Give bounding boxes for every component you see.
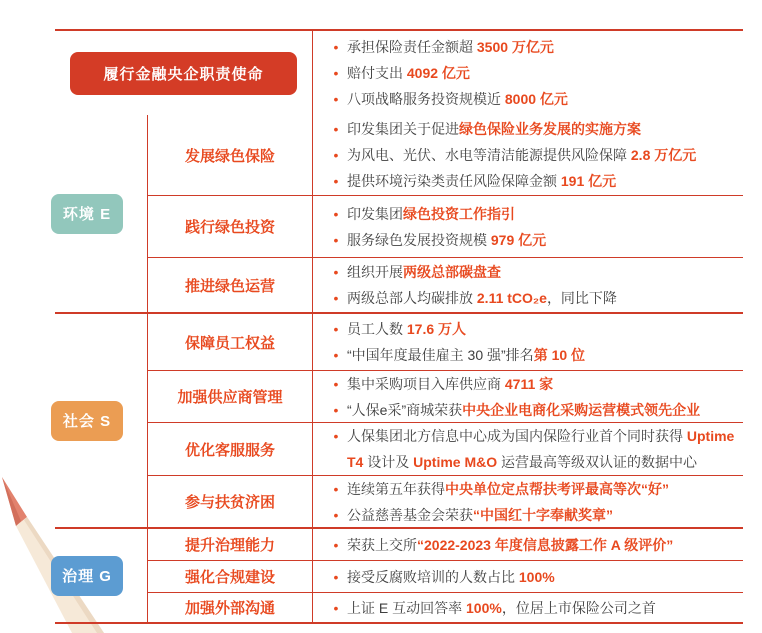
bullet-icon: • bbox=[333, 375, 339, 392]
bullet-text bbox=[347, 34, 737, 60]
esg-column-env bbox=[55, 115, 148, 312]
row-label: 优化客服服务 bbox=[148, 423, 313, 475]
bullet-text bbox=[347, 595, 737, 621]
highlight-text: 979 亿元 bbox=[490, 231, 547, 248]
row-label: 强化合规建设 bbox=[148, 561, 313, 592]
bullet-text bbox=[347, 476, 737, 502]
row-label: 推进绿色运营 bbox=[148, 258, 313, 312]
bullet-item bbox=[325, 316, 737, 342]
body-text: ，位居上市保险公司之首 bbox=[501, 599, 656, 616]
body-text: ，同比下降 bbox=[546, 290, 617, 306]
bullet-icon: • bbox=[333, 568, 339, 585]
bullets-cell bbox=[313, 115, 743, 195]
highlight-text: 绿色投资工作指引 bbox=[403, 205, 515, 222]
highlight-text: 100% bbox=[518, 568, 555, 585]
bullet-icon: • bbox=[333, 121, 339, 137]
bullet-item bbox=[325, 285, 737, 311]
highlight-text: 8000 亿元 bbox=[504, 91, 568, 107]
bullet-icon: • bbox=[333, 264, 339, 280]
table-row bbox=[148, 115, 743, 195]
bullet-text bbox=[347, 168, 737, 194]
body-text: 公益慈善基金会荣获 bbox=[347, 506, 473, 523]
row-label: 参与扶贫济困 bbox=[148, 476, 313, 527]
bullets-cell bbox=[313, 258, 743, 312]
bullet-icon: • bbox=[333, 347, 339, 363]
highlight-text: 191 亿元 bbox=[560, 173, 617, 189]
highlight-text: “2022-2023 年度信息披露工作 A 级评价” bbox=[417, 536, 674, 553]
bullet-text bbox=[347, 564, 737, 590]
bullet-text bbox=[347, 201, 737, 227]
bullet-item bbox=[325, 86, 737, 112]
esg-sections bbox=[55, 115, 743, 622]
pencil-tip-shadow bbox=[2, 477, 21, 526]
bullet-item bbox=[325, 142, 737, 168]
bullet-text bbox=[347, 397, 737, 423]
section-env bbox=[55, 115, 743, 312]
mission-title-badge: 履行金融央企职责使命 bbox=[70, 52, 296, 95]
bullet-icon: • bbox=[333, 599, 339, 616]
bullet-text bbox=[347, 227, 737, 253]
bullets-cell bbox=[313, 423, 743, 475]
highlight-text: 中央单位定点帮扶考评最高等次“好” bbox=[445, 480, 669, 497]
rows-env bbox=[148, 115, 743, 312]
esg-column-soc bbox=[55, 314, 148, 527]
row-label: 加强外部沟通 bbox=[148, 593, 313, 622]
bullet-icon: • bbox=[333, 536, 339, 553]
row-label: 保障员工权益 bbox=[148, 314, 313, 370]
table-row bbox=[148, 257, 743, 312]
esg-badge-soc: 社会 S bbox=[51, 401, 123, 441]
bullet-item bbox=[325, 227, 737, 253]
table-row bbox=[148, 195, 743, 257]
top-bullets bbox=[313, 31, 743, 115]
body-text: 服务绿色发展投资规模 bbox=[347, 231, 491, 248]
table-row bbox=[148, 560, 743, 592]
body-text: 设计及 bbox=[363, 454, 414, 470]
row-label: 提升治理能力 bbox=[148, 529, 313, 560]
rows-soc bbox=[148, 314, 743, 527]
bullet-icon: • bbox=[333, 506, 339, 523]
bullet-item bbox=[325, 168, 737, 194]
bullet-item bbox=[325, 423, 737, 475]
highlight-text: 第 10 位 bbox=[533, 347, 586, 363]
esg-column-gov bbox=[55, 529, 148, 622]
row-label: 践行绿色投资 bbox=[148, 196, 313, 257]
esg-badge-env: 环境 E bbox=[51, 194, 123, 234]
bullet-text bbox=[347, 142, 737, 168]
section-gov bbox=[55, 527, 743, 622]
highlight-text: 4711 家 bbox=[504, 375, 554, 392]
bullets-cell bbox=[313, 561, 743, 592]
bullets-cell bbox=[313, 196, 743, 257]
section-soc bbox=[55, 312, 743, 527]
bullet-item bbox=[325, 371, 737, 397]
bullet-icon: • bbox=[333, 205, 339, 222]
bullet-text bbox=[347, 502, 737, 528]
bullet-text bbox=[347, 60, 737, 86]
bullet-icon: • bbox=[333, 65, 339, 81]
body-text: 两级总部人均碳排放 bbox=[347, 290, 477, 306]
bullet-text bbox=[347, 371, 737, 397]
table-row bbox=[148, 475, 743, 527]
bullet-text bbox=[347, 259, 737, 285]
body-text: 上证 E 互动回答率 bbox=[347, 599, 467, 616]
bullet-item bbox=[325, 34, 737, 60]
highlight-text: 中央企业电商化采购运营模式领先企业 bbox=[462, 401, 701, 418]
body-text: 提供环境污染类责任风险保障金额 bbox=[347, 173, 561, 189]
body-text: 连续第五年获得 bbox=[347, 480, 445, 497]
row-label: 加强供应商管理 bbox=[148, 371, 313, 422]
body-text: 印发集团 bbox=[347, 205, 403, 222]
bullet-item bbox=[325, 201, 737, 227]
bullet-text bbox=[347, 342, 737, 368]
row-label: 发展绿色保险 bbox=[148, 115, 313, 195]
body-text: 集中采购项目入库供应商 bbox=[347, 375, 505, 392]
body-text: 人保集团北方信息中心成为国内保险行业首个同时获得 bbox=[347, 428, 687, 444]
table-row bbox=[148, 529, 743, 560]
rows-gov bbox=[148, 529, 743, 622]
bullet-text bbox=[347, 532, 737, 558]
bullet-icon: • bbox=[333, 39, 339, 55]
bullet-item bbox=[325, 532, 737, 558]
highlight-text: Uptime M&O bbox=[413, 454, 498, 470]
body-text: 员工人数 bbox=[347, 321, 407, 337]
bullet-icon: • bbox=[333, 401, 339, 418]
bullets-cell bbox=[313, 476, 743, 527]
table-row bbox=[148, 422, 743, 475]
highlight-text: 2.11 tCO₂e bbox=[476, 290, 547, 306]
body-text: 荣获上交所 bbox=[347, 536, 417, 553]
bullet-icon: • bbox=[333, 231, 339, 248]
highlight-text: 2.8 万亿元 bbox=[630, 147, 697, 163]
bullet-icon: • bbox=[333, 91, 339, 107]
table-row bbox=[148, 592, 743, 622]
bullet-item bbox=[325, 476, 737, 502]
bullets-cell bbox=[313, 314, 743, 370]
bullet-item bbox=[325, 60, 737, 86]
bullets-cell bbox=[313, 593, 743, 622]
highlight-text: “中国红十字奉献奖章” bbox=[473, 506, 613, 523]
bullet-icon: • bbox=[333, 173, 339, 189]
esg-summary-table bbox=[55, 29, 743, 624]
bullet-text bbox=[347, 116, 737, 142]
body-text: 组织开展 bbox=[347, 264, 403, 280]
bullet-text bbox=[347, 423, 737, 475]
highlight-text: Uptime T4 bbox=[347, 428, 735, 470]
body-text: 印发集团关于促进 bbox=[347, 121, 459, 137]
bullet-text bbox=[347, 86, 737, 112]
bullet-icon: • bbox=[333, 321, 339, 337]
table-row bbox=[148, 370, 743, 422]
highlight-text: 3500 万亿元 bbox=[476, 39, 554, 55]
bullet-icon: • bbox=[333, 480, 339, 497]
body-text: “中国年度最佳雇主 30 强”排名 bbox=[347, 347, 534, 363]
section-mission bbox=[55, 31, 743, 115]
highlight-text: 两级总部碳盘查 bbox=[403, 264, 501, 280]
highlight-text: 17.6 万人 bbox=[406, 321, 467, 337]
body-text: “人保e采”商城荣获 bbox=[347, 401, 463, 418]
bullet-icon: • bbox=[333, 147, 339, 163]
body-text: 八项战略服务投资规模近 bbox=[347, 91, 505, 107]
bullet-item bbox=[325, 116, 737, 142]
bullet-icon: • bbox=[333, 428, 339, 444]
highlight-text: 4092 亿元 bbox=[406, 65, 470, 81]
body-text: 接受反腐败培训的人数占比 bbox=[347, 568, 519, 585]
table-row bbox=[148, 314, 743, 370]
bullet-item bbox=[325, 564, 737, 590]
body-text: 承担保险责任金额超 bbox=[347, 39, 477, 55]
bullet-item bbox=[325, 259, 737, 285]
body-text: 运营最高等级双认证的数据中心 bbox=[497, 454, 698, 470]
body-text: 赔付支出 bbox=[347, 65, 407, 81]
bullet-item bbox=[325, 595, 737, 621]
bullet-item bbox=[325, 342, 737, 368]
bullets-cell bbox=[313, 371, 743, 422]
bullet-text bbox=[347, 285, 737, 311]
bullet-item bbox=[325, 502, 737, 528]
body-text: 为风电、光伏、水电等清洁能源提供风险保障 bbox=[347, 147, 631, 163]
bullet-icon: • bbox=[333, 290, 339, 306]
esg-badge-gov: 治理 G bbox=[51, 556, 123, 596]
mission-title-cell bbox=[55, 31, 313, 115]
highlight-text: 绿色保险业务发展的实施方案 bbox=[459, 121, 641, 137]
bullet-item bbox=[325, 397, 737, 423]
bullets-cell bbox=[313, 529, 743, 560]
bullet-text bbox=[347, 316, 737, 342]
highlight-text: 100% bbox=[466, 599, 502, 616]
